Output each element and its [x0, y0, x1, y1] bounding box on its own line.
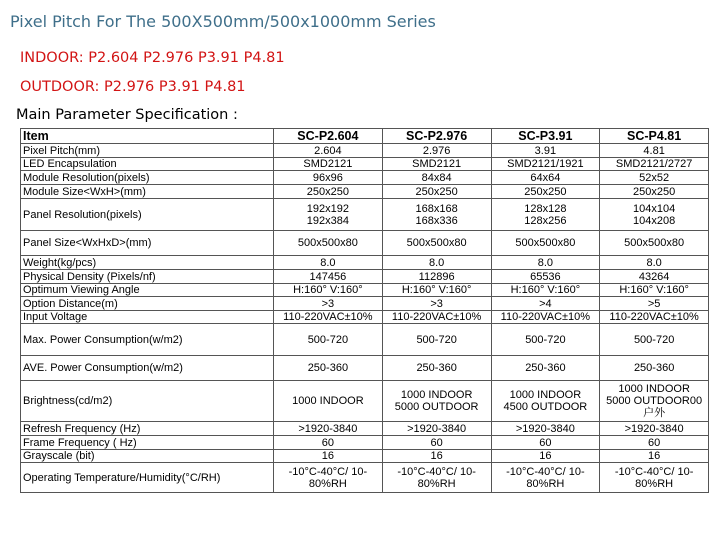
table-row	[21, 185, 709, 199]
table-cell: 250-360	[491, 356, 600, 381]
table-cell: 112896	[382, 270, 491, 284]
table-cell: 250x250	[274, 185, 383, 199]
table-cell: 96x96	[274, 171, 383, 185]
row-label: Max. Power Consumption(w/m2)	[21, 324, 274, 356]
table-cell: 60	[491, 436, 600, 450]
table-row	[21, 436, 709, 450]
table-cell: SMD2121	[274, 158, 383, 171]
cell-line: 80%RH	[635, 477, 674, 490]
table-row	[21, 158, 709, 171]
cell-line: 80%RH	[417, 477, 456, 490]
cell-line: 1000 INDOOR	[292, 395, 364, 407]
cell-line: 128x256	[524, 214, 567, 227]
row-label: Physical Density (Pixels/nf)	[21, 270, 274, 284]
parameter-table	[20, 128, 709, 493]
table-cell: 2.604	[274, 144, 383, 158]
table-cell: SMD2121	[382, 158, 491, 171]
table-cell	[491, 381, 600, 422]
table-body	[21, 144, 709, 493]
table-row	[21, 311, 709, 324]
table-row	[21, 297, 709, 311]
header-item: Item	[21, 129, 274, 144]
table-cell: >1920-3840	[491, 422, 600, 436]
row-label: Module Resolution(pixels)	[21, 171, 274, 185]
table-cell: 8.0	[600, 256, 709, 270]
cell-line: -10°C-40°C/ 10-	[506, 465, 585, 478]
table-cell: 250-360	[600, 356, 709, 381]
cell-line: -10°C-40°C/ 10-	[614, 465, 694, 478]
row-label: Pixel Pitch(mm)	[21, 144, 274, 158]
table-cell: H:160° V:160°	[274, 284, 383, 297]
cell-line: 80%RH	[526, 477, 565, 490]
table-cell: H:160° V:160°	[600, 284, 709, 297]
outdoor-models-line: OUTDOOR: P2.976 P3.91 P4.81	[20, 79, 246, 95]
table-cell: 4.81	[600, 144, 709, 158]
table-cell: SMD2121/1921	[491, 158, 600, 171]
table-row	[21, 450, 709, 463]
header-sc-p481: SC-P4.81	[600, 129, 709, 144]
table-cell: 500x500x80	[382, 231, 491, 256]
table-cell: >3	[382, 297, 491, 311]
table-cell: H:160° V:160°	[491, 284, 600, 297]
table-cell: 500x500x80	[274, 231, 383, 256]
row-label: Option Distance(m)	[21, 297, 274, 311]
table-row	[21, 284, 709, 297]
table-cell: 250x250	[600, 185, 709, 199]
row-label: Panel Resolution(pixels)	[21, 199, 274, 231]
row-label: LED Encapsulation	[21, 158, 274, 171]
row-label: Refresh Frequency (Hz)	[21, 422, 274, 436]
table-cell: 52x52	[600, 171, 709, 185]
table-row	[21, 381, 709, 422]
table-cell: >1920-3840	[600, 422, 709, 436]
table-row	[21, 144, 709, 158]
cell-line: 104x208	[633, 214, 676, 227]
table-cell: >4	[491, 297, 600, 311]
table-cell	[382, 381, 491, 422]
table-cell: >1920-3840	[274, 422, 383, 436]
cell-line: 168x168	[415, 202, 458, 215]
table-cell: 250-360	[382, 356, 491, 381]
table-cell: 250x250	[491, 185, 600, 199]
table-cell: 84x84	[382, 171, 491, 185]
table-cell: 8.0	[274, 256, 383, 270]
table-cell	[274, 463, 383, 493]
table-cell: 60	[382, 436, 491, 450]
table-cell	[274, 199, 383, 231]
table-cell	[600, 463, 709, 493]
cell-line: -10°C-40°C/ 10-	[397, 465, 476, 478]
table-cell: SMD2121/2727	[600, 158, 709, 171]
table-cell: 500x500x80	[491, 231, 600, 256]
table-cell: 110-220VAC±10%	[382, 311, 491, 324]
cell-line: 168x336	[415, 214, 458, 227]
table-cell: 110-220VAC±10%	[274, 311, 383, 324]
table-cell: 250-360	[274, 356, 383, 381]
cell-line: 192x384	[306, 214, 349, 227]
row-label: Module Size<WxH>(mm)	[21, 185, 274, 199]
row-label: Weight(kg/pcs)	[21, 256, 274, 270]
table-cell: 8.0	[491, 256, 600, 270]
table-row	[21, 356, 709, 381]
table-cell: 65536	[491, 270, 600, 284]
table-cell	[600, 199, 709, 231]
header-sc-p391: SC-P3.91	[491, 129, 600, 144]
table-cell: 60	[600, 436, 709, 450]
table-cell: 110-220VAC±10%	[600, 311, 709, 324]
row-label: Input Voltage	[21, 311, 274, 324]
table-cell: 2.976	[382, 144, 491, 158]
cell-line: 5000 OUTDOOR	[394, 401, 479, 413]
header-sc-p2976: SC-P2.976	[382, 129, 491, 144]
table-cell: H:160° V:160°	[382, 284, 491, 297]
cell-line: 104x104	[633, 202, 676, 215]
table-cell	[600, 381, 709, 422]
table-row	[21, 463, 709, 493]
table-cell: 250x250	[382, 185, 491, 199]
header-sc-p2604: SC-P2.604	[274, 129, 383, 144]
row-label: Brightness(cd/m2)	[21, 381, 274, 422]
table-row	[21, 422, 709, 436]
table-row	[21, 171, 709, 185]
page-title: Pixel Pitch For The 500X500mm/500x1000mm Series	[10, 12, 436, 31]
cell-line: 80%RH	[308, 477, 347, 490]
row-label: Panel Size<WxHxD>(mm)	[21, 231, 274, 256]
section-heading: Main Parameter Specification :	[16, 107, 238, 123]
cell-line: 128x128	[524, 202, 567, 215]
table-cell: 110-220VAC±10%	[491, 311, 600, 324]
table-cell: 16	[600, 450, 709, 463]
table-cell	[382, 463, 491, 493]
table-cell: 3.91	[491, 144, 600, 158]
table-cell: >3	[274, 297, 383, 311]
table-cell: 16	[382, 450, 491, 463]
table-cell: 147456	[274, 270, 383, 284]
cell-line: 1000 INDOOR	[509, 389, 582, 401]
table-cell: 64x64	[491, 171, 600, 185]
table-cell	[491, 199, 600, 231]
table-cell: 500x500x80	[600, 231, 709, 256]
table-row	[21, 199, 709, 231]
table-cell: 16	[274, 450, 383, 463]
table-cell: 60	[274, 436, 383, 450]
table-row	[21, 324, 709, 356]
cell-line: 1000 INDOOR	[400, 389, 473, 401]
table-row	[21, 256, 709, 270]
table-header-row	[21, 129, 709, 144]
row-label: Frame Frequency ( Hz)	[21, 436, 274, 450]
table-cell: 500-720	[600, 324, 709, 356]
cell-line: 4500 OUTDOOR	[503, 401, 588, 413]
cell-line: 5000 OUTDOOR00	[606, 395, 703, 407]
table-cell: 16	[491, 450, 600, 463]
table-cell: >5	[600, 297, 709, 311]
table-row	[21, 231, 709, 256]
table-cell	[382, 199, 491, 231]
row-label: Optimum Viewing Angle	[21, 284, 274, 297]
table-cell: 8.0	[382, 256, 491, 270]
cell-line: 192x192	[306, 202, 349, 215]
cell-line: -10°C-40°C/ 10-	[288, 465, 368, 478]
cell-line: 户外	[643, 407, 666, 419]
table-cell: 500-720	[274, 324, 383, 356]
row-label: Operating Temperature/Humidity(°C/RH)	[21, 463, 274, 493]
row-label: AVE. Power Consumption(w/m2)	[21, 356, 274, 381]
table-row	[21, 270, 709, 284]
table-cell: 43264	[600, 270, 709, 284]
table-cell	[491, 463, 600, 493]
cell-line: 1000 INDOOR	[618, 383, 690, 395]
table-cell: 500-720	[491, 324, 600, 356]
table-cell	[274, 381, 383, 422]
indoor-models-line: INDOOR: P2.604 P2.976 P3.91 P4.81	[20, 50, 285, 66]
table-cell: >1920-3840	[382, 422, 491, 436]
row-label: Grayscale (bit)	[21, 450, 274, 463]
table-cell: 500-720	[382, 324, 491, 356]
